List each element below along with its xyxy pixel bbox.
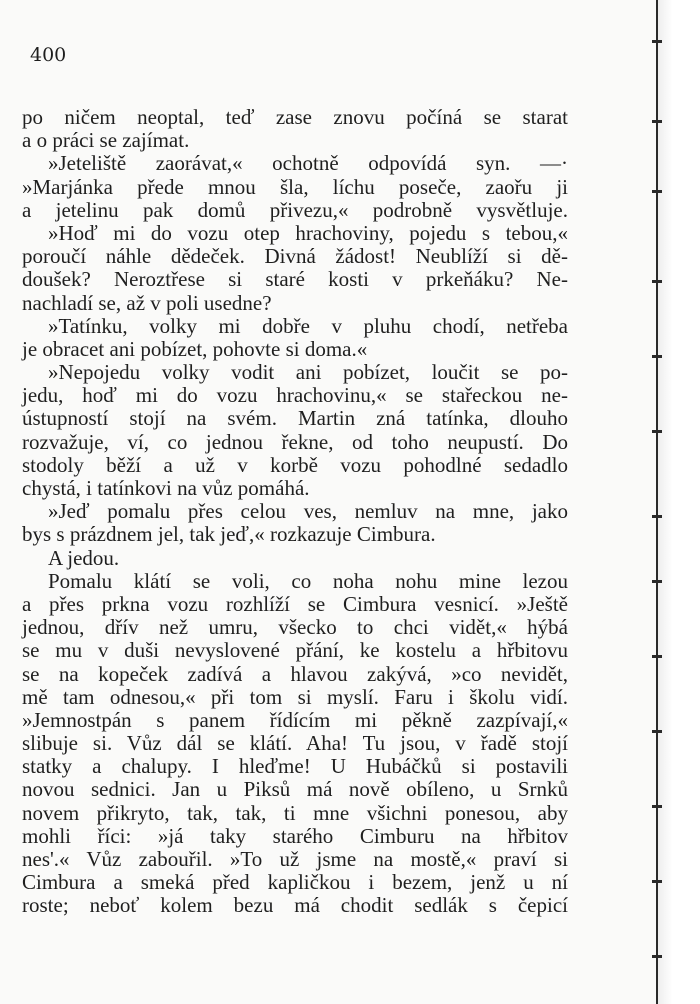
text-line: mohli říci: »já taky starého Cimburu na hřbitov — [22, 823, 568, 848]
text-line: se mu v duši nevyslovené přání, ke kostelu a hřbitovu — [22, 638, 568, 663]
text-line: »Jeteliště zaorávat,« ochotně odpovídá syn. —· — [48, 151, 568, 176]
body-text — [22, 106, 568, 918]
text-line: statky a chalupy. I hleďme! U Hubáčků si postavili — [22, 754, 568, 779]
text-line: A jedou. — [48, 545, 120, 570]
text-line: a jetelinu pak domů přivezu,« podrobně vysvětluje. — [22, 197, 568, 222]
text-line: doušek? Neroztřese si staré kosti v prkeňáku? Ne- — [22, 267, 568, 292]
text-line: slibuje si. Vůz dál se klátí. Aha! Tu jsou, v řadě stojí — [22, 731, 568, 756]
page-number: 400 — [30, 44, 67, 66]
text-line: rozvažuje, ví, co jednou řekne, od toho neupustí. Do — [22, 429, 568, 454]
text-line: »Nepojedu volky vodit ani pobízet, loučit se po- — [48, 360, 568, 385]
text-line: Pomalu klátí se voli, co noha nohu mine lezou — [48, 568, 568, 593]
text-line: novou sednici. Jan u Piksů má nově obíleno, u Srnků — [22, 777, 568, 802]
text-line: jedu, hoď mi do vozu hrachovinu,« se stařeckou ne- — [22, 383, 568, 408]
text-line: bys s prázdnem jel, tak jeď,« rozkazuje Cimbura. — [22, 522, 436, 547]
text-line: ústupností stojí na svém. Martin zná tatínka, dlouho — [22, 406, 568, 431]
text-line: stodoly běží a už v korbě vozu pohodlné sedadlo — [22, 452, 568, 477]
text-line: a o práci se zajímat. — [22, 128, 190, 153]
book-spine-edge — [656, 0, 700, 1004]
text-line: je obracet ani pobízet, pohovte si doma.« — [22, 336, 368, 361]
text-line: »Jeď pomalu přes celou ves, nemluv na mne, jako — [48, 499, 568, 524]
text-line: novem přikryto, tak, tak, ti mne všichni ponesou, aby — [22, 800, 568, 825]
text-line: »Jemnostpán s panem řídícím mi pěkně zazpívají,« — [22, 707, 568, 732]
text-line: po ničem neoptal, teď zase znovu počíná se starat — [22, 105, 568, 129]
text-line: jednou, dřív než umru, všecko to chci vidět,« hýbá — [22, 615, 568, 640]
text-line: »Tatínku, volky mi dobře v pluhu chodí, netřeba — [48, 313, 568, 338]
text-line: chystá, i tatínkovi na vůz pomáhá. — [22, 476, 310, 500]
text-line: se na kopeček zadívá a hlavou zakývá, »co nevidět, — [22, 661, 568, 686]
text-line: poroučí náhle dědeček. Divná žádost! Neublíží si dě- — [22, 244, 568, 269]
text-line: »Marjánka přede mnou šla, líchu poseče, zaořu ji — [22, 174, 568, 199]
text-line: mě tam odnesou,« při tom si myslí. Faru i školu vidí. — [22, 684, 568, 709]
text-line: nes'.« Vůz zabouřil. »To už jsme na mostě,« praví si — [22, 847, 568, 871]
text-line: Cimbura a smeká před kapličkou i bezem, jenž u ní — [22, 870, 568, 895]
text-line: »Hoď mi do vozu otep hrachoviny, pojedu s tebou,« — [48, 220, 568, 245]
text-line: roste; neboť kolem bezu má chodit sedlák s čepicí — [22, 893, 568, 918]
text-line: a přes prkna vozu rozhlíží se Cimbura vesnicí. »Ještě — [22, 591, 568, 616]
text-line: nachladí se, až v poli usedne? — [22, 290, 272, 315]
